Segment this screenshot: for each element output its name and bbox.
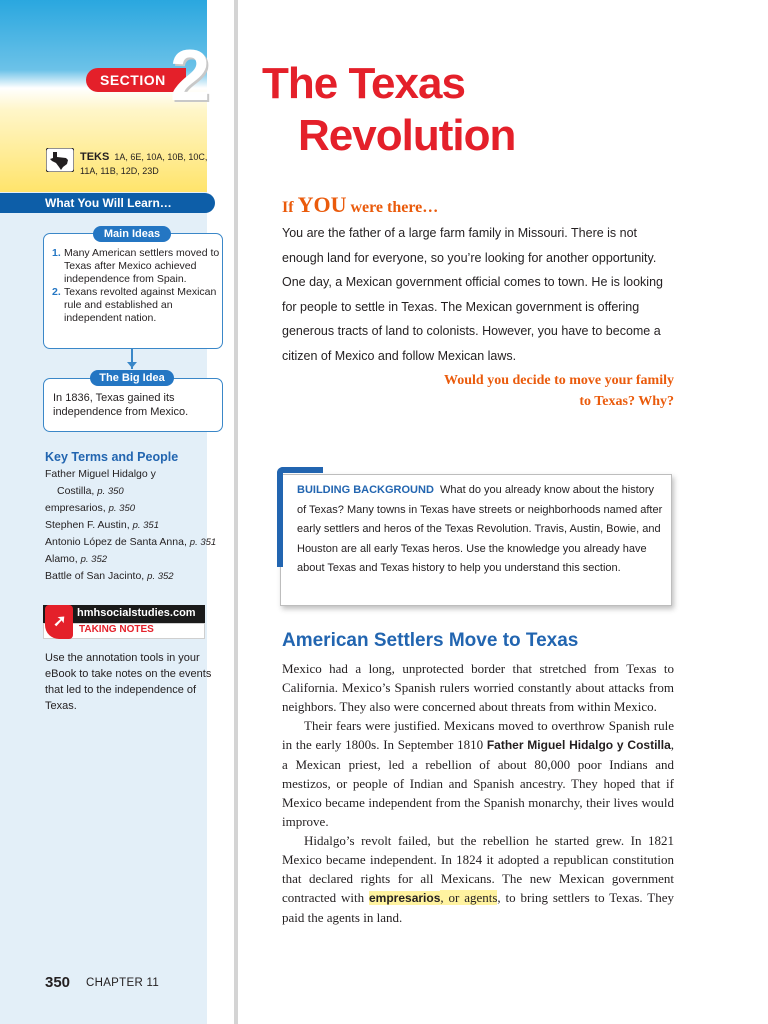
main-idea-item bbox=[52, 286, 220, 325]
key-term-item bbox=[45, 517, 235, 534]
key-term-page: p. 350 bbox=[108, 503, 136, 514]
teks-codes: 1A, 6E, 10A, 10B, 10C, 11A, 11B, 12D, 23D bbox=[80, 152, 208, 176]
title-line-1: The Texas bbox=[262, 59, 465, 108]
key-term: Battle of San Jacinto, bbox=[45, 570, 145, 582]
key-term-page: p. 352 bbox=[147, 571, 174, 582]
key-term-item bbox=[45, 500, 235, 517]
section-label: SECTION bbox=[100, 72, 166, 88]
hmh-url[interactable]: hmhsocialstudies.com bbox=[77, 607, 196, 619]
key-term-highlight: empresarios bbox=[369, 891, 441, 905]
key-term-page: p. 351 bbox=[132, 520, 159, 531]
title-line-2: Revolution bbox=[298, 111, 516, 160]
key-term-item bbox=[45, 551, 235, 568]
if-you-were-there-heading bbox=[282, 192, 438, 218]
main-idea-number: 1. bbox=[52, 247, 61, 259]
paragraph-text: , a Mexican priest, led a rebellion of about 80,000 poor Indians and mestizos, or people of Indian and Spanish ancestry. They hoped that if Mexico became independent from the Spanish monarchy, their lives would improve. bbox=[282, 737, 674, 829]
main-idea-text: Texans revolted against Mexican rule and established an independent nation. bbox=[64, 286, 217, 324]
main-idea-item bbox=[52, 247, 220, 286]
focus-question bbox=[370, 370, 674, 412]
main-ideas-list bbox=[52, 247, 220, 325]
paragraph bbox=[282, 716, 674, 831]
paragraph: Mexico had a long, unprotected border that stretched from Texas to California. Mexico’s Spanish rulers worried constantly about attacks from neighbors. They also were concerned about threats from within Mexico. bbox=[282, 661, 674, 714]
page-title bbox=[262, 58, 515, 162]
key-term: Stephen F. Austin, bbox=[45, 519, 130, 531]
key-term-page: p. 350 bbox=[97, 486, 124, 497]
key-term: Father Miguel Hidalgo y bbox=[45, 468, 156, 480]
building-background-label: BUILDING BACKGROUND bbox=[297, 484, 434, 496]
key-term-highlight: Father Miguel Hidalgo y Costilla bbox=[486, 738, 671, 752]
highlighted-text: , or agents bbox=[440, 890, 498, 905]
connector-arrow bbox=[127, 362, 137, 368]
key-term: empresarios, bbox=[45, 502, 106, 514]
main-idea-text: Many American settlers moved to Texas after Mexico achieved independence from Spain. bbox=[64, 247, 220, 285]
if-word: If bbox=[282, 199, 294, 216]
big-idea-title: The Big Idea bbox=[90, 370, 174, 386]
were-there-word: were there… bbox=[350, 199, 439, 216]
key-term-page: p. 351 bbox=[189, 537, 217, 548]
key-term-item bbox=[45, 568, 235, 585]
paragraph-text: Their fears were justified. Mexicans moved to overthrow Spanish rule in the early 1800s. In September 1810 bbox=[282, 718, 674, 752]
you-word: YOU bbox=[297, 192, 347, 217]
hmh-link[interactable] bbox=[43, 605, 205, 639]
key-terms-list bbox=[45, 466, 235, 585]
key-term-page: p. 352 bbox=[80, 554, 108, 565]
question-line-1: Would you decide to move your family bbox=[444, 373, 674, 388]
big-idea-text: In 1836, Texas gained its independence from Mexico. bbox=[53, 392, 189, 418]
teks-label: TEKS bbox=[80, 151, 110, 163]
key-term-item bbox=[45, 466, 235, 483]
section-heading: American Settlers Move to Texas bbox=[282, 630, 579, 651]
paragraph bbox=[282, 831, 674, 927]
key-term-item bbox=[45, 483, 235, 500]
key-terms-heading: Key Terms and People bbox=[45, 450, 179, 464]
paragraph-text: , to bring settlers to Texas. They paid the agents in land. bbox=[282, 890, 674, 925]
taking-notes-text: Use the annotation tools in your eBook to take notes on the events that led to the independence of Texas. bbox=[45, 652, 212, 712]
teks-standards bbox=[80, 150, 225, 178]
building-background-text bbox=[297, 481, 663, 579]
hmh-badge bbox=[45, 605, 73, 639]
main-idea-number: 2. bbox=[52, 286, 61, 298]
taking-notes-label: TAKING NOTES bbox=[79, 624, 154, 635]
key-term: Costilla, bbox=[57, 485, 95, 497]
key-term: Antonio López de Santa Anna, bbox=[45, 536, 187, 548]
paragraph-text: Hidalgo’s revolt failed, but the rebellion he started grew. In 1821 Mexico became independent. In 1824 it adopted a republican constitution that declared rights for all Mexicans. The new Mexican government contracted with bbox=[282, 833, 674, 905]
chapter-label: CHAPTER 11 bbox=[86, 977, 160, 989]
body-text bbox=[282, 659, 674, 927]
building-background-body: What do you already know about the history of Texas? Many towns in Texas have streets or neighborhoods named after early settlers and heros of the Texas Revolution. Travis, Austin, Bowie, and Houston are all early Texas heros. Use the knowledge you already have about Texas and Texas history to help you understand this section. bbox=[297, 484, 663, 574]
learn-heading: What You Will Learn… bbox=[45, 196, 172, 210]
key-term: Alamo, bbox=[45, 553, 78, 565]
key-term-item bbox=[45, 534, 235, 551]
intro-paragraph: You are the father of a large farm family in Missouri. There is not enough land for everyone, so you’re looking for another opportunity. One day, a Mexican government official comes to town. He is looking for people to settle in Texas. The Mexican government is offering generous tracts of land to colonists. However, you have to become a citizen of Mexico and follow Mexican laws. bbox=[282, 226, 663, 363]
arrow-cursor-icon: ➚ bbox=[53, 613, 67, 630]
section-number: 2 bbox=[170, 36, 211, 116]
texas-map-icon bbox=[46, 148, 74, 172]
page-number: 350 bbox=[45, 974, 71, 991]
main-ideas-title: Main Ideas bbox=[93, 226, 171, 242]
question-line-2: to Texas? Why? bbox=[579, 394, 674, 409]
